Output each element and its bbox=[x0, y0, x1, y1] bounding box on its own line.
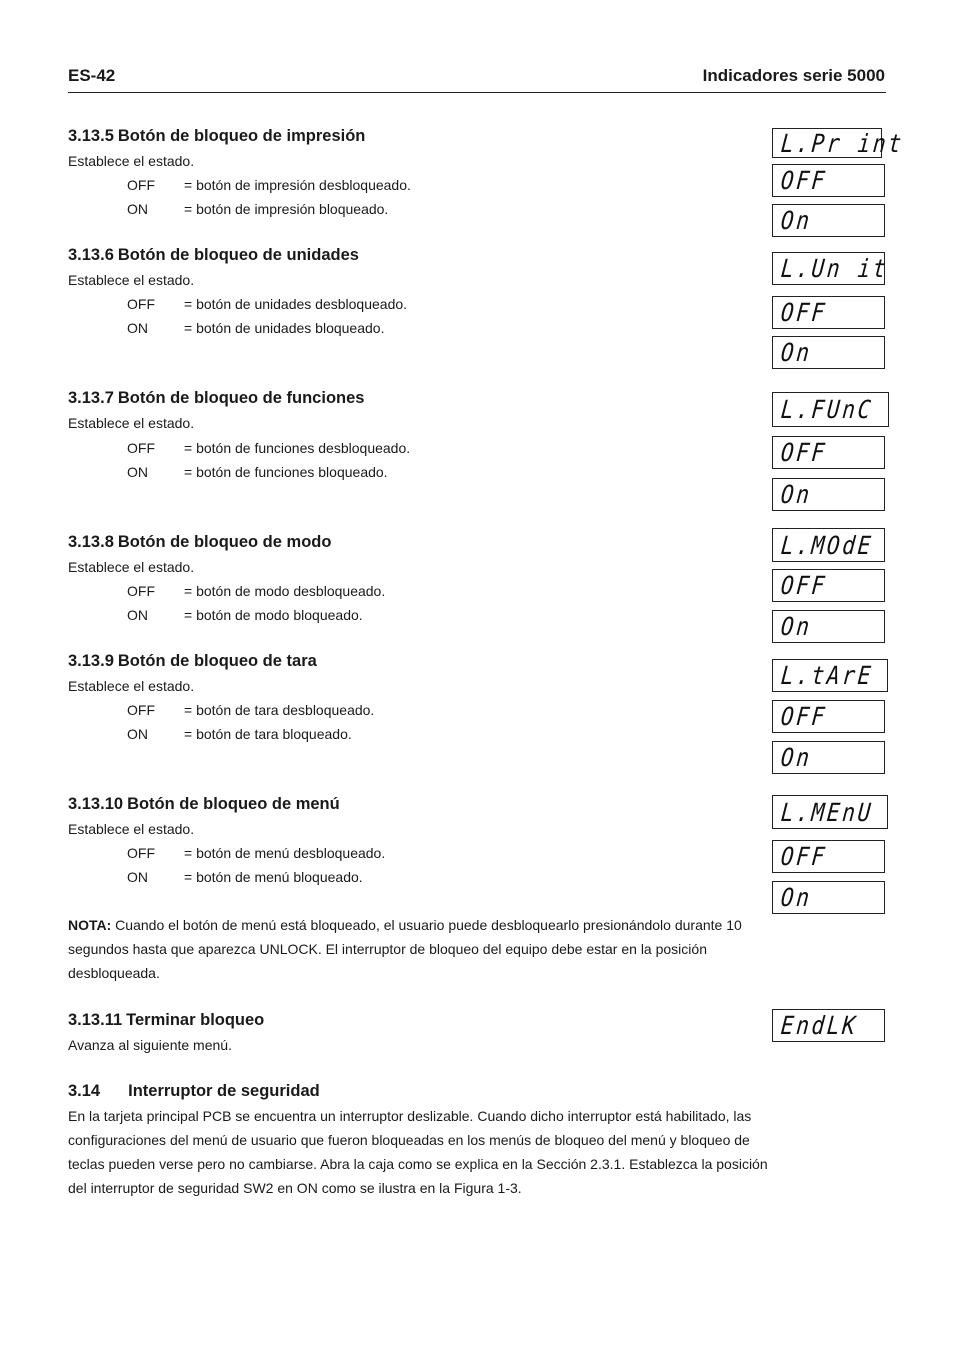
option-desc: = botón de unidades bloqueado. bbox=[184, 320, 385, 336]
section-heading: Botón de bloqueo de menú bbox=[127, 795, 340, 813]
option-row bbox=[127, 726, 352, 742]
option-row bbox=[127, 869, 363, 885]
lcd-display-on: On bbox=[772, 204, 885, 237]
section-number: 3.13.8 bbox=[68, 533, 114, 551]
note-paragraph bbox=[68, 913, 768, 985]
option-desc: = botón de funciones bloqueado. bbox=[184, 464, 388, 480]
option-row bbox=[127, 320, 384, 336]
option-key: ON bbox=[127, 201, 148, 217]
section-title bbox=[68, 127, 365, 146]
section-title bbox=[68, 1082, 320, 1101]
section-number: 3.13.9 bbox=[68, 652, 114, 670]
option-row bbox=[127, 607, 363, 623]
section-heading: Botón de bloqueo de tara bbox=[117, 652, 317, 670]
option-key: OFF bbox=[127, 177, 155, 193]
lcd-display-on: On bbox=[772, 336, 885, 369]
option-row bbox=[127, 296, 407, 312]
option-row bbox=[127, 177, 411, 193]
option-desc: = botón de tara bloqueado. bbox=[184, 726, 352, 742]
section-intro: Establece el estado. bbox=[68, 559, 195, 575]
lcd-display-off: OFF bbox=[772, 164, 885, 197]
option-desc: = botón de funciones desbloqueado. bbox=[184, 440, 411, 456]
option-key: OFF bbox=[127, 583, 155, 599]
option-row bbox=[127, 440, 410, 456]
option-desc: = botón de menú bloqueado. bbox=[184, 869, 363, 885]
option-row bbox=[127, 702, 374, 718]
option-key: ON bbox=[127, 726, 148, 742]
section-intro: Establece el estado. bbox=[68, 272, 195, 288]
option-desc: = botón de unidades desbloqueado. bbox=[184, 296, 408, 312]
option-row bbox=[127, 583, 385, 599]
option-desc: = botón de modo desbloqueado. bbox=[184, 583, 386, 599]
section-heading: Terminar bloqueo bbox=[126, 1011, 265, 1029]
option-key: ON bbox=[127, 607, 148, 623]
note-text: Cuando el botón de menú está bloqueado, el usuario puede desbloquearlo presionándolo durante 10 segundos hasta que aparezca UNLOCK. El interruptor de bloqueo del equipo debe estar en la posición desbloqueada. bbox=[68, 917, 742, 981]
lcd-display-menu: L.FUnC bbox=[772, 392, 889, 427]
section-number: 3.13.6 bbox=[68, 246, 114, 264]
lcd-display-off: OFF bbox=[772, 436, 885, 469]
section-number: 3.13.7 bbox=[68, 389, 114, 407]
section-intro: Avanza al siguiente menú. bbox=[68, 1037, 232, 1053]
page-number: ES-42 bbox=[68, 66, 116, 85]
lcd-display-off: OFF bbox=[772, 700, 885, 733]
lcd-display-menu: L.MEnU bbox=[772, 795, 888, 829]
option-desc: = botón de menú desbloqueado. bbox=[184, 845, 386, 861]
section-number: 3.14 bbox=[68, 1082, 101, 1100]
section-heading: Botón de bloqueo de impresión bbox=[117, 127, 366, 145]
header-divider bbox=[68, 92, 886, 93]
lcd-display-menu: L.Pr int bbox=[772, 128, 882, 158]
section-heading: Botón de bloqueo de funciones bbox=[117, 389, 365, 407]
lcd-display-on: On bbox=[772, 610, 885, 643]
option-key: ON bbox=[127, 464, 148, 480]
lcd-display-on: On bbox=[772, 881, 885, 914]
lcd-display-off: OFF bbox=[772, 569, 885, 602]
lcd-display-endlock: EndLK bbox=[772, 1009, 885, 1042]
section-title bbox=[68, 533, 331, 552]
option-desc: = botón de modo bloqueado. bbox=[184, 607, 363, 623]
option-key: OFF bbox=[127, 296, 155, 312]
option-desc: = botón de impresión desbloqueado. bbox=[184, 177, 411, 193]
section-title bbox=[68, 795, 340, 814]
note-label: NOTA: bbox=[68, 917, 112, 933]
option-key: ON bbox=[127, 320, 148, 336]
section-number: 3.13.5 bbox=[68, 127, 114, 145]
security-switch-paragraph: En la tarjeta principal PCB se encuentra un interruptor deslizable. Cuando dicho interruptor está habilitado, las configuraciones del menú de usuario que fueron bloqueadas en los menús de bloqueo del menú y bloqueo de teclas pueden verse pero no cambiarse. Abra la caja como se explica en la Sección 2.3.1. Establezca la posición del interruptor de seguridad SW2 en ON como se ilustra en la Figura 1-3. bbox=[68, 1108, 768, 1196]
option-key: ON bbox=[127, 869, 148, 885]
option-desc: = botón de impresión bloqueado. bbox=[184, 201, 389, 217]
option-key: OFF bbox=[127, 440, 155, 456]
document-title: Indicadores serie 5000 bbox=[702, 66, 885, 85]
section-title bbox=[68, 389, 364, 408]
section-intro: Establece el estado. bbox=[68, 821, 195, 837]
option-row bbox=[127, 464, 388, 480]
option-row bbox=[127, 845, 385, 861]
lcd-display-off: OFF bbox=[772, 296, 885, 329]
option-desc: = botón de tara desbloqueado. bbox=[184, 702, 375, 718]
section-heading: Interruptor de seguridad bbox=[128, 1082, 320, 1100]
lcd-display-menu: L.MOdE bbox=[772, 528, 885, 562]
section-title bbox=[68, 246, 359, 265]
option-key: OFF bbox=[127, 702, 155, 718]
option-key: OFF bbox=[127, 845, 155, 861]
option-row bbox=[127, 201, 388, 217]
section-heading: Botón de bloqueo de modo bbox=[117, 533, 332, 551]
section-intro: Establece el estado. bbox=[68, 153, 195, 169]
section-heading: Botón de bloqueo de unidades bbox=[117, 246, 359, 264]
section-intro: Establece el estado. bbox=[68, 415, 195, 431]
lcd-display-menu: L.Un it bbox=[772, 252, 885, 285]
section-number: 3.13.10 bbox=[68, 795, 124, 813]
lcd-display-on: On bbox=[772, 478, 885, 511]
lcd-display-off: OFF bbox=[772, 840, 885, 873]
lcd-display-on: On bbox=[772, 741, 885, 774]
section-title bbox=[68, 1011, 264, 1030]
lcd-display-menu: L.tArE bbox=[772, 659, 888, 692]
section-title bbox=[68, 652, 317, 671]
section-intro: Establece el estado. bbox=[68, 678, 195, 694]
section-number: 3.13.11 bbox=[68, 1011, 123, 1029]
